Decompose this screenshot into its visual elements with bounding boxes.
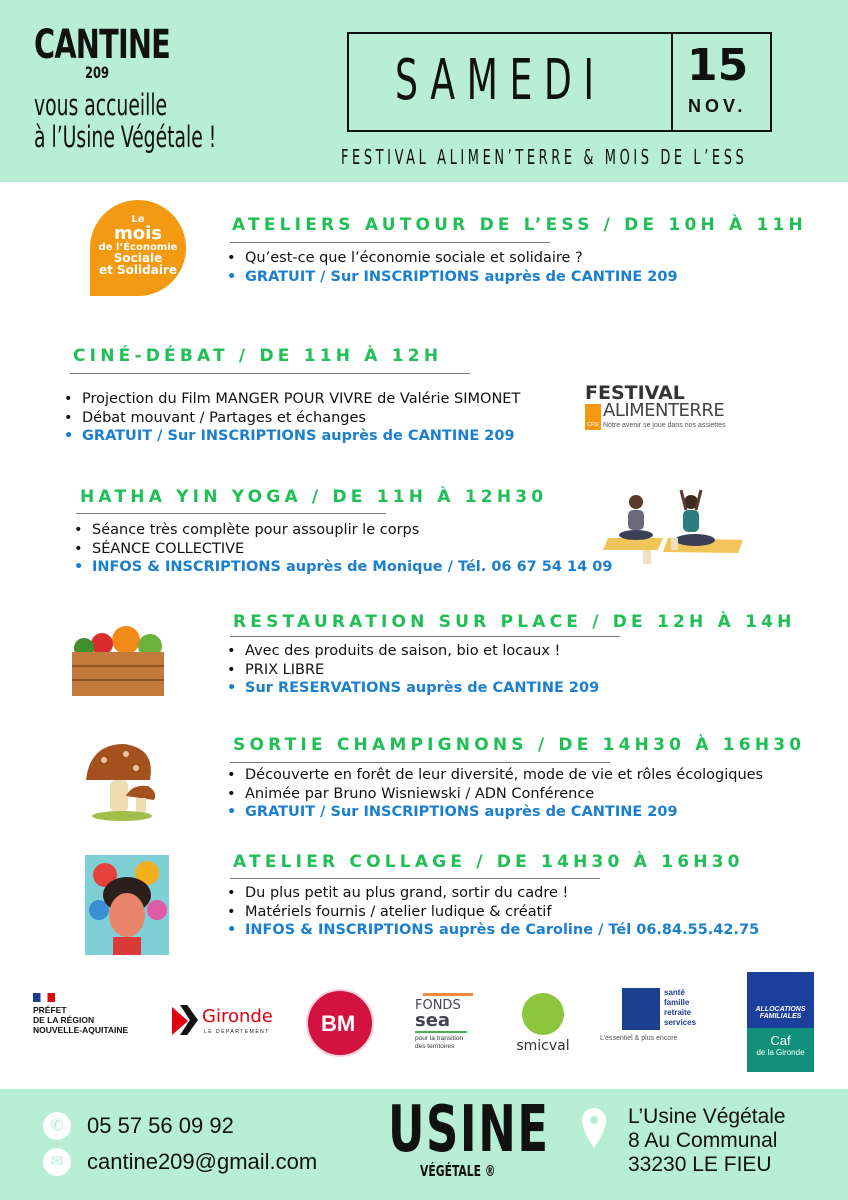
vegetable-crate-illustration — [62, 618, 172, 700]
section-title-champignons: SORTIE CHAMPIGNONS / DE 14H30 À 16H30 — [233, 735, 806, 755]
partner-mecenes-logo: ВМ — [306, 989, 374, 1057]
partner-gironde-logo: Gironde LE DÉPARTEMENT — [172, 1005, 282, 1037]
mushroom-illustration — [82, 740, 162, 822]
list-item: • Du plus petit au plus grand, sortir du cadre ! — [227, 884, 759, 903]
date-month: NOV. — [688, 96, 747, 116]
location-pin-icon — [582, 1108, 606, 1148]
list-item: • SÉANCE COLLECTIVE — [74, 540, 612, 559]
section-title-restauration: RESTAURATION SUR PLACE / DE 12H À 14H — [233, 612, 796, 632]
date-number: 15 — [687, 40, 749, 91]
date-box — [347, 32, 772, 132]
list-item: • GRATUIT / Sur INSCRIPTIONS auprès de CANTINE 209 — [64, 427, 520, 446]
cantine-logo-number: 209 — [85, 63, 110, 82]
section-title-collage: ATELIER COLLAGE / DE 14H30 À 16H30 — [233, 852, 744, 872]
email-icon: ✉ — [43, 1148, 71, 1176]
section-list-collage — [227, 884, 759, 940]
partner-fonds-sea-logo: FONDS sea pour la transition des territoires — [415, 993, 475, 1051]
list-item: • GRATUIT / Sur INSCRIPTIONS auprès de CANTINE 209 — [227, 803, 763, 822]
section-title-ess: ATELIERS AUTOUR DE L’ESS / DE 10H À 11H — [232, 215, 807, 235]
welcome-line-2: à l’Usine Végétale ! — [34, 120, 217, 154]
phone-icon: ✆ — [43, 1112, 71, 1140]
email-address[interactable]: cantine209@gmail.com — [87, 1149, 318, 1174]
partner-caf-logo: ALLOCATIONS FAMILIALES Caf de la Gironde — [747, 972, 814, 1072]
yoga-illustration — [603, 488, 748, 573]
partner-smicval-logo: smicval — [508, 993, 578, 1054]
collage-illustration — [85, 855, 169, 955]
phone-number[interactable]: 05 57 56 09 92 — [87, 1113, 234, 1138]
usine-logo-sub: VÉGÉTALE ® — [420, 1162, 496, 1180]
list-item: • Animée par Bruno Wisniewski / ADN Conférence — [227, 785, 763, 804]
partner-prefet-logo: PRÉFET DE LA RÉGION NOUVELLE-AQUITAINE — [33, 993, 128, 1035]
list-item: • Débat mouvant / Partages et échanges — [64, 409, 520, 428]
cantine-logo: CANTINE — [34, 22, 171, 68]
section-list-champignons — [227, 766, 763, 822]
day-label: SAMEDI — [395, 48, 606, 113]
section-list-cine — [64, 390, 520, 446]
section-list-restauration — [227, 642, 599, 698]
festival-alimenterre-logo: FESTIVAL CFSI ALIMENTERRE Notre avenir se joue dans nos assiettes — [585, 382, 726, 429]
list-item: • Sur RESERVATIONS auprès de CANTINE 209 — [227, 679, 599, 698]
list-item: • INFOS & INSCRIPTIONS auprès de Monique / Tél. 06 67 54 14 09 — [74, 558, 612, 577]
list-item: • PRIX LIBRE — [227, 661, 599, 680]
list-item: • Projection du Film MANGER POUR VIVRE de Valérie SIMONET — [64, 390, 520, 409]
list-item: • Matériels fournis / atelier ludique & créatif — [227, 903, 759, 922]
section-title-yoga: HATHA YIN YOGA / DE 11H À 12H30 — [80, 487, 548, 507]
address: L’Usine Végétale 8 Au Communal 33230 LE FIEU — [628, 1105, 786, 1176]
section-title-cine: CINÉ-DÉBAT / DE 11H À 12H — [73, 346, 443, 366]
list-item: • GRATUIT / Sur INSCRIPTIONS auprès de CANTINE 209 — [227, 268, 678, 287]
mois-ess-logo: Le mois de l’Économie Sociale et Solidaire — [90, 200, 186, 296]
list-item: • Avec des produits de saison, bio et locaux ! — [227, 642, 599, 661]
list-item: • INFOS & INSCRIPTIONS auprès de Caroline / Tél 06.84.55.42.75 — [227, 921, 759, 940]
welcome-line-1: vous accueille — [34, 88, 168, 122]
event-subtitle: FESTIVAL ALIMEN’TERRE & MOIS DE L’ESS — [341, 145, 748, 169]
section-list-ess — [227, 249, 678, 286]
section-list-yoga — [74, 521, 612, 577]
list-item: • Découverte en forêt de leur diversité, mode de vie et rôles écologiques — [227, 766, 763, 785]
list-item: • Séance très complète pour assouplir le corps — [74, 521, 612, 540]
usine-logo: USINE — [388, 1093, 550, 1167]
list-item: • Qu’est-ce que l’économie sociale et solidaire ? — [227, 249, 678, 268]
